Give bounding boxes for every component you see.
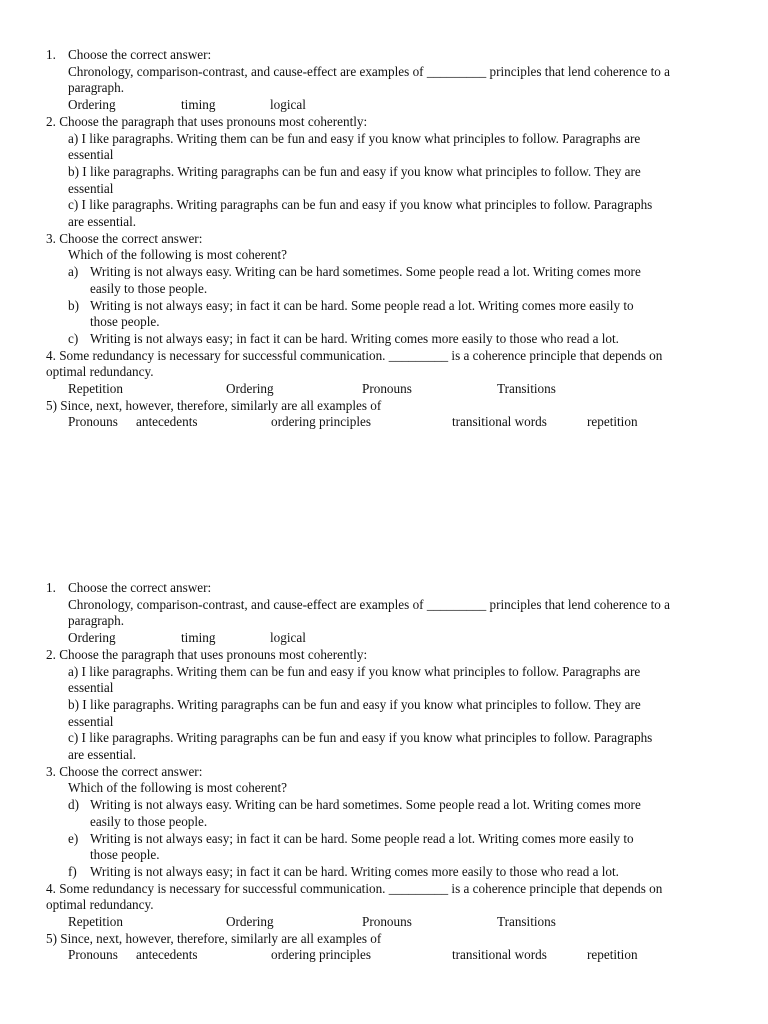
q4-option: Repetition xyxy=(68,914,123,929)
q1-text-line1: Chronology, comparison-contrast, and cause-effect are examples of _________ principles that lend coherence to a xyxy=(68,63,671,79)
q2-option-b-line1: b) I like paragraphs. Writing paragraphs can be fun and easy if you know what principles to follow. They are xyxy=(68,696,641,712)
q5-option: repetition xyxy=(587,414,638,430)
q3-option3-line1: Writing is not always easy; in fact it can be hard. Writing comes more easily to those who read a lot. xyxy=(90,863,619,879)
q5-option: antecedents xyxy=(136,414,198,430)
q2-option-a-line2: essential xyxy=(68,147,114,163)
q2-option-b-line2: essential xyxy=(68,180,114,196)
q1-text-line1: Chronology, comparison-contrast, and cause-effect are examples of _________ principles that lend coherence to a xyxy=(68,596,671,612)
q1-option: logical xyxy=(270,97,306,113)
q1-number: 1. xyxy=(46,580,56,595)
q3-option1-line1: Writing is not always easy. Writing can be hard sometimes. Some people read a lot. Writing comes more xyxy=(90,797,641,813)
q4-option: Ordering xyxy=(226,381,274,396)
q3-option1-line1: Writing is not always easy. Writing can be hard sometimes. Some people read a lot. Writing comes more xyxy=(90,264,641,280)
q1-option: timing xyxy=(181,97,216,113)
q5-prompt: 5) Since, next, however, therefore, similarly are all examples of xyxy=(46,930,382,946)
q5-prompt: 5) Since, next, however, therefore, similarly are all examples of xyxy=(46,397,382,413)
q3-option1-label: a) xyxy=(68,264,79,280)
q5-option: ordering principles xyxy=(271,414,371,430)
q5-option: ordering principles xyxy=(271,947,371,963)
q2-option-c-line2: are essential. xyxy=(68,214,137,229)
q3-prompt: 3. Choose the correct answer: xyxy=(46,763,203,779)
q1-text-line2: paragraph. xyxy=(68,80,125,96)
q3-option3-label: c) xyxy=(68,330,79,346)
q1-option: Ordering xyxy=(68,630,116,646)
q5-option: repetition xyxy=(587,947,638,963)
q2-option-c-line1: c) I like paragraphs. Writing paragraphs can be fun and easy if you know what principles to follow. Paragraphs xyxy=(68,197,653,213)
q1-option: Ordering xyxy=(68,97,116,113)
q1-prompt: Choose the correct answer: xyxy=(68,47,212,62)
q5-option: Pronouns xyxy=(68,947,118,963)
q1-option: timing xyxy=(181,630,216,646)
q3-option2-label: b) xyxy=(68,297,79,313)
q3-option2-line1: Writing is not always easy; in fact it can be hard. Some people read a lot. Writing comes more easily to xyxy=(90,297,634,313)
q5-option: Pronouns xyxy=(68,414,118,430)
q4-option: Pronouns xyxy=(362,381,412,396)
q3-subprompt: Which of the following is most coherent? xyxy=(68,780,288,796)
q3-option1-label: d) xyxy=(68,797,79,813)
q3-option3-line1: Writing is not always easy; in fact it can be hard. Writing comes more easily to those who read a lot. xyxy=(90,330,619,346)
q2-option-c-line1: c) I like paragraphs. Writing paragraphs can be fun and easy if you know what principles to follow. Paragraphs xyxy=(68,730,653,746)
q2-option-a-line2: essential xyxy=(68,680,114,696)
q5-option: transitional words xyxy=(452,414,547,430)
q4-option: Ordering xyxy=(226,914,274,929)
q3-option2-label: e) xyxy=(68,830,79,846)
q1-number: 1. xyxy=(46,47,56,62)
q3-prompt: 3. Choose the correct answer: xyxy=(46,230,203,246)
q4-text-line1: 4. Some redundancy is necessary for successful communication. _________ is a coherence principle that depends on xyxy=(46,880,663,896)
q2-option-a-line1: a) I like paragraphs. Writing them can be fun and easy if you know what principles to follow. Paragraphs are xyxy=(68,663,641,679)
q3-option3-label: f) xyxy=(68,863,77,879)
q2-option-b-line1: b) I like paragraphs. Writing paragraphs can be fun and easy if you know what principles to follow. They are xyxy=(68,163,641,179)
q3-option1-line2: easily to those people. xyxy=(90,280,208,296)
q2-option-b-line2: essential xyxy=(68,713,114,729)
q3-option2-line2: those people. xyxy=(90,314,160,330)
q4-option: Pronouns xyxy=(362,914,412,929)
q2-prompt: 2. Choose the paragraph that uses pronouns most coherently: xyxy=(46,646,368,662)
q3-option2-line1: Writing is not always easy; in fact it can be hard. Some people read a lot. Writing comes more easily to xyxy=(90,830,634,846)
q1-option: logical xyxy=(270,630,306,646)
q2-option-a-line1: a) I like paragraphs. Writing them can be fun and easy if you know what principles to follow. Paragraphs are xyxy=(68,130,641,146)
q4-text-line2: optimal redundancy. xyxy=(46,364,154,380)
q2-option-c-line2: are essential. xyxy=(68,747,137,762)
q4-text-line1: 4. Some redundancy is necessary for successful communication. _________ is a coherence principle that depends on xyxy=(46,347,663,363)
q2-prompt: 2. Choose the paragraph that uses pronouns most coherently: xyxy=(46,113,368,129)
q1-prompt: Choose the correct answer: xyxy=(68,580,212,595)
q3-subprompt: Which of the following is most coherent? xyxy=(68,247,288,263)
q4-text-line2: optimal redundancy. xyxy=(46,897,154,913)
q5-option: antecedents xyxy=(136,947,198,963)
q3-option1-line2: easily to those people. xyxy=(90,813,208,829)
q4-option: Repetition xyxy=(68,381,123,396)
q1-text-line2: paragraph. xyxy=(68,613,125,629)
q4-option: Transitions xyxy=(497,381,556,396)
q5-option: transitional words xyxy=(452,947,547,963)
q3-option2-line2: those people. xyxy=(90,847,160,863)
q4-option: Transitions xyxy=(497,914,556,929)
